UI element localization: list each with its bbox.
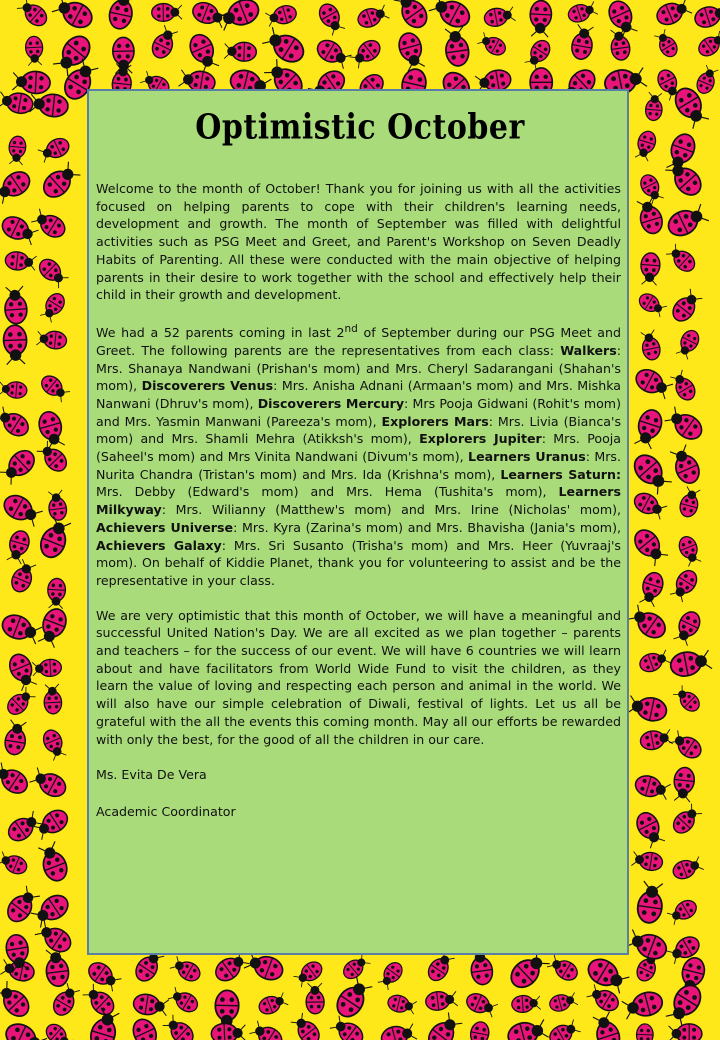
ladybug-icon [2,1019,48,1040]
ladybug-icon [35,440,70,476]
ladybug-icon [630,525,670,567]
ladybug-icon [548,991,578,1013]
class-reps: : Mrs. Shanaya Nandwani (Prishan's mom) and Mrs. Cheryl Sadarangani (Shahan's mom), [96,342,621,394]
ladybug-icon [47,578,66,609]
ladybug-icon [626,693,668,723]
ladybug-icon [633,809,667,849]
ladybug-icon [464,990,499,1019]
ladybug-icon [694,64,720,96]
ladybug-icon [289,1012,323,1040]
ladybug-icon [0,405,32,440]
ladybug-icon [584,954,631,995]
ladybug-icon [425,989,458,1011]
ladybug-icon [483,5,516,28]
ladybug-icon [695,30,720,60]
class-reps: : Mrs. Nurita Chandra (Tristan's mom) and Mrs. Ida (Krishna's mom), [96,449,621,482]
ladybug-icon [265,3,299,28]
ladybug-icon [664,202,710,240]
ladybug-icon [314,36,353,70]
ladybug-icon [678,486,702,519]
ladybug-icon [632,407,665,450]
ladybug-icon [30,207,69,241]
ladybug-icon [376,959,405,991]
ladybug-icon [591,1011,623,1040]
ladybug-icon [635,196,666,236]
ladybug-icon [640,252,661,285]
signature-role: Academic Coordinator [96,804,236,820]
ladybug-icon [672,684,703,715]
ladybug-icon [669,288,704,326]
ladybug-icon [637,648,671,674]
ladybug-icon [424,1011,464,1040]
reps-closing: On behalf of Kiddie Planet, thank you for volunteering to assist and be the representative in your class. [96,555,621,588]
ladybug-icon [529,0,552,37]
ladybug-icon [44,948,70,988]
ladybug-icon [467,1020,491,1040]
ladybug-icon [169,955,203,985]
ladybug-icon [8,558,37,594]
ladybug-icon [639,728,673,752]
ladybug-icon [50,982,82,1019]
ladybug-icon [348,36,384,69]
ladybug-icon [506,1017,550,1040]
class-name: Discoverers Venus [141,378,274,394]
class-name: Discoverers Mercury [257,395,405,411]
ladybug-icon [0,850,29,877]
ladybug-icon [396,30,427,71]
class-reps: Mrs. Debby (Edward's mom) and Mrs. Hema (Tushita's mom), [96,484,559,500]
ladybug-icon [0,761,32,798]
ladybug-icon [3,325,27,365]
ladybug-icon [0,167,34,205]
class-reps: : Mrs. Sri Susanto (Trisha's mom) and Mrs. Heer (Yuvraaj's mom). [96,537,621,571]
ladybug-icon [632,365,674,401]
ladybug-icon [672,766,695,802]
ladybug-icon [669,803,703,838]
ladybug-icon [443,26,471,67]
ladybug-icon [621,989,665,1021]
ladybug-icon [34,919,75,956]
class-reps: : Mrs Pooja Gidwani (Rohit's mom) and Mrs. Yasmin Manwani (Pareeza's mom), [96,395,621,429]
ladybug-icon [6,651,39,692]
class-reps: : Mrs. Kyra (Zarina's mom) and Mrs. Bhavisha (Jania's mom), [233,519,621,535]
ladybug-icon [25,36,43,66]
ladybug-icon [40,727,68,761]
class-reps: : Mrs. Wilianny (Matthew's mom) and Mrs. Irine (Nicholas' mom), [161,502,621,518]
ladybug-icon [12,70,51,94]
signature-block [96,765,621,822]
ladybug-icon [39,160,82,202]
ladybug-icon [692,1,720,30]
ladybug-icon [674,327,702,360]
ladybug-icon [132,992,169,1017]
ladybug-icon [669,369,699,403]
ladybug-icon [28,766,69,801]
ladybug-icon [428,0,474,32]
ladybug-icon [306,983,325,1014]
ladybug-icon [51,0,96,32]
ladybug-icon [638,570,666,607]
ladybug-icon [340,952,372,982]
ladybug-icon [211,1023,246,1040]
ladybug-icon [609,28,632,62]
ladybug-icon [636,881,665,925]
ladybug-icon [35,255,70,289]
ladybug-icon [149,24,180,61]
ladybug-icon [511,994,541,1013]
ladybug-icon [43,1021,75,1040]
ladybug-icon [38,372,71,403]
class-name: Achievers Galaxy [96,537,222,553]
ladybug-icon [43,684,62,714]
class-name: Learners Saturn: [500,466,621,482]
ladybug-icon [216,0,262,33]
ladybug-icon [669,648,713,679]
ladybug-icon [167,986,201,1016]
ladybug-icon [5,529,32,565]
reps-intro-sup: nd [344,322,358,335]
ladybug-icon [0,446,39,486]
ladybug-icon [36,330,67,350]
ladybug-icon [670,855,704,882]
ladybug-icon [586,983,622,1015]
ladybug-icon [654,0,693,28]
class-name: Learners Milkyway [96,484,621,518]
class-reps: : Mrs. Anisha Adnani (Armaan's mom) and Mrs. Mishka Nanwani (Dhruv's mom), [96,378,621,411]
ladybug-icon [653,28,681,60]
paragraph-october: We are very optimistic that this month of October, we will have a meaningful and successful United Nation's Day. We are all excited as we plan together – parents and teachers – for the success of our event. We will have 6 countries we will learn about and have facilitators from World Wide Fund to visit the children, as they learn the value of loving and respecting each person and animal in the world. We will also have our simple celebration of Diwali, festival of lights. Let us all be grateful with the all the events this coming month. May all our efforts be rewarded with only the best, for the good of all the children in our care. [96,607,621,747]
ladybug-icon [631,850,664,872]
ladybug-icon [639,329,662,361]
ladybug-icon [386,993,417,1016]
ladybug-icon [0,380,28,399]
ladybug-icon [668,444,703,487]
ladybug-icon [0,980,34,1022]
ladybug-icon [668,567,700,603]
ladybug-icon [3,719,28,756]
ladybug-icon [566,0,598,25]
ladybug-icon [316,1,347,37]
class-reps: : Mrs. Pooja (Saheel's mom) and Mrs Vinita Nandwani (Divum's mom), [96,431,621,465]
ladybug-icon [0,611,43,646]
ladybug-icon [256,991,288,1017]
ladybug-icon [633,773,671,802]
ladybug-icon [392,0,432,32]
paragraph-representatives [96,321,621,590]
ladybug-icon [129,1016,164,1040]
ladybug-icon [16,0,51,30]
ladybug-icon [668,729,705,762]
ladybug-icon [355,3,390,30]
ladybug-icon [570,24,596,61]
ladybug-icon [665,243,699,276]
ladybug-icon [332,975,374,1022]
ladybug-icon [0,491,44,529]
class-name: Learners Uranus [468,449,586,465]
ladybug-icon [636,290,668,318]
ladybug-icon [4,686,37,719]
ladybug-icon [379,1022,417,1040]
ladybug-icon [664,156,707,200]
ladybug-icon [663,405,706,444]
ladybug-icon [107,0,137,31]
ladybug-icon [224,42,257,62]
class-reps: : Mrs. Livia (Bianca's mom) and Mrs. Shamli Mehra (Atikksh's mom), [96,413,622,447]
signature-name: Ms. Evita De Vera [96,767,207,783]
letter-body [96,180,621,839]
ladybug-icon [37,515,74,561]
ladybug-icon [161,1013,197,1040]
ladybug-icon [523,37,553,71]
ladybug-icon [669,1024,702,1040]
page-title: Optimistic October [195,107,525,148]
ladybug-icon [676,534,703,567]
ladybug-icon [546,1018,581,1040]
ladybug-icon [85,958,123,992]
ladybug-icon [36,841,71,885]
paragraph-welcome: Welcome to the month of October! Thank you for joining us with all the activities focused on helping parents to cope with their children's learning needs, development and growth. The month of September was filled with delightful activities such as PSG Meet and Greet, and Parent's Workshop on Seven Deadly Habits of Parenting. All these were conducted with the main objective of helping parents in their desire to work together with the school and effectively help their child in their growth and development. [96,181,621,303]
ladybug-icon [81,982,118,1018]
ladybug-icon [186,31,221,74]
ladybug-icon [292,958,325,988]
ladybug-icon [249,1019,286,1040]
ladybug-icon [152,3,183,21]
ladybug-icon [626,603,670,643]
ladybug-icon [636,1024,654,1040]
reps-intro-b: of September during our PSG Meet and Greet. The following parents are the representatives from each class: [96,325,621,358]
ladybug-icon [261,25,308,67]
ladybug-icon [47,490,68,522]
reps-intro-a: We had a 52 parents coming in last 2 [96,325,345,341]
ladybug-icon [629,450,674,496]
ladybug-icon [3,885,42,927]
ladybug-icon [329,1014,367,1040]
ladybug-icon [666,897,700,926]
ladybug-icon [4,251,37,273]
class-name: Explorers Mars [381,413,489,429]
ladybug-icon [672,608,704,646]
ladybug-icon [36,409,67,450]
class-name: Achievers Universe [96,519,234,535]
ladybug-icon [477,31,509,59]
ladybug-icon [631,489,668,521]
class-name: Walkers [560,342,617,358]
class-name: Explorers Jupiter [419,431,542,447]
ladybug-icon [664,980,706,1027]
ladybug-icon [3,286,27,324]
ladybug-icon [32,659,62,678]
ladybug-icon [39,290,68,323]
ladybug-icon [625,927,670,962]
ladybug-icon [546,953,581,983]
ladybug-icon [0,213,40,247]
